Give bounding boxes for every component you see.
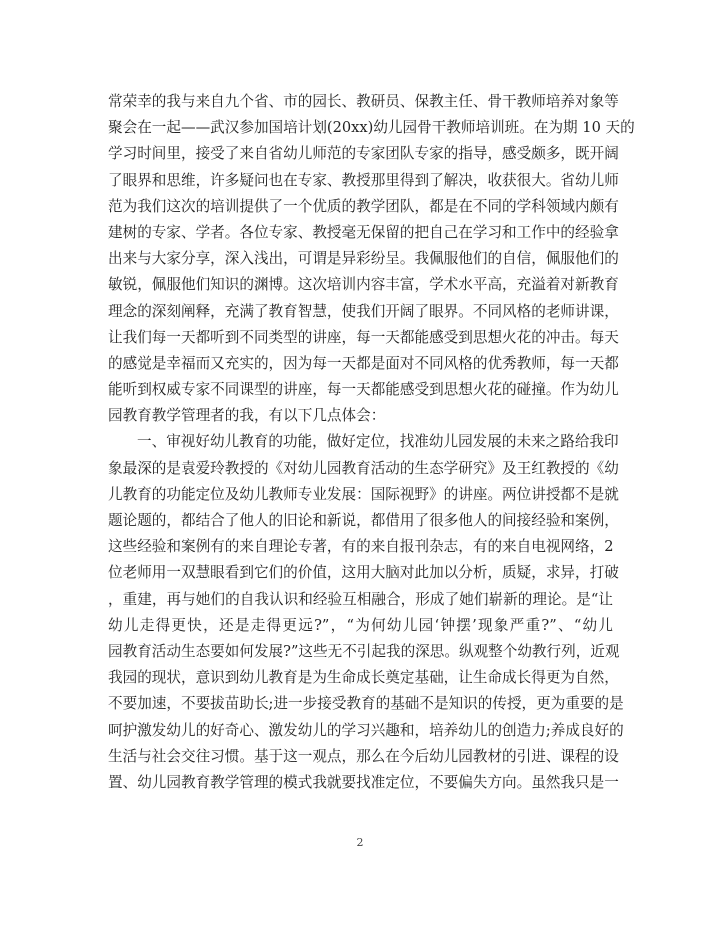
text-line: 让我们每一天都听到不同类型的讲座，每一天都能感受到思想火花的冲击。每天: [108, 328, 619, 346]
text-line: 一、审视好幼儿教育的功能，做好定位，找准幼儿园发展的未来之路给我印: [137, 433, 619, 451]
text-line: 题论题的，都结合了他人的旧论和新说，都借用了很多他人的间接经验和案例，: [108, 512, 619, 529]
text-line: 出来与大家分享，深入浅出，可谓是异彩纷呈。我佩服他们的自信，佩服他们的: [108, 250, 619, 268]
text-line: 不要加速，不要拔苗助长;进一步接受教育的基础不是知识的传授，更为重要的是: [108, 695, 624, 713]
text-line: 象最深的是袁爱玲教授的《对幼儿园教育活动的生态学研究》及王红教授的《幼: [108, 459, 619, 477]
text-line: 学习时间里，接受了来自省幼儿师范的专家团队专家的指导，感受颇多，既开阔: [108, 145, 619, 163]
text-line: 能听到权威专家不同课型的讲座，每一天都能感受到思想火花的碰撞。作为幼儿: [108, 381, 619, 399]
text-line: 幼儿走得更快，还是走得更远?”，“为何幼儿园‘钟摆’现象严重?”、“幼儿: [108, 616, 613, 634]
text-line: 建树的专家、学者。各位专家、教授毫无保留的把自己在学习和工作中的经验拿: [108, 223, 619, 241]
text-line: 园教育教学管理者的我，有以下几点体会：: [108, 407, 386, 425]
text-line: 常荣幸的我与来自九个省、市的园长、教研员、保教主任、骨干教师培养对象等: [108, 93, 619, 110]
document-body: [108, 89, 635, 796]
text-line: 儿教育的功能定位及幼儿教师专业发展：国际视野》的讲座。两位讲授都不是就: [108, 485, 619, 503]
text-line: 了眼界和思维，许多疑问也在专家、教授那里得到了解决，收获很大。省幼儿师: [108, 171, 619, 189]
text-line: 呵护激发幼儿的好奇心、激发幼儿的学习兴趣和，培养幼儿的创造力;养成良好的: [108, 721, 624, 739]
text-line: ，重建，再与她们的自我认识和经验互相融合，形成了她们崭新的理论。是“让: [108, 590, 613, 608]
text-line: 置、幼儿园教育教学管理的模式我就要找准定位，不要偏失方向。虽然我只是一: [108, 773, 619, 791]
text-line: 我园的现状，意识到幼儿教育是为生命成长奠定基础，让生命成长得更为自然，: [108, 669, 619, 687]
text-line: 敏锐，佩服他们知识的渊博。这次培训内容丰富，学术水平高，充溢着对新教育: [108, 276, 619, 294]
text-line: 位老师用一双慧眼看到它们的价值，这用大脑对此加以分析，质疑，求异，打破: [108, 564, 619, 582]
text-line: 聚会在一起——武汉参加国培计划(20xx)幼儿园骨干教师培训班。在为期 10 天的: [108, 119, 635, 137]
text-line: 的感觉是幸福而又充实的，因为每一天都是面对不同风格的优秀教师，每一天都: [108, 354, 619, 372]
text-line: 生活与社会交往习惯。基于这一观点，那么在今后幼儿园教材的引进、课程的设: [108, 747, 619, 765]
text-line: 园教育活动生态要如何发展?”这些无不引起我的深思。纵观整个幼教行列，近观: [108, 642, 620, 660]
text-line: 这些经验和案例有的来自理论专著，有的来自报刊杂志，有的来自电视网络，2: [108, 538, 614, 556]
page-number: 2: [356, 836, 364, 849]
text-line: 理念的深刻阐释，充满了教育智慧，使我们开阔了眼界。不同风格的老师讲课，: [108, 302, 619, 320]
text-line: 范为我们这次的培训提供了一个优质的教学团队，都是在不同的学科领域内颇有: [108, 197, 619, 215]
